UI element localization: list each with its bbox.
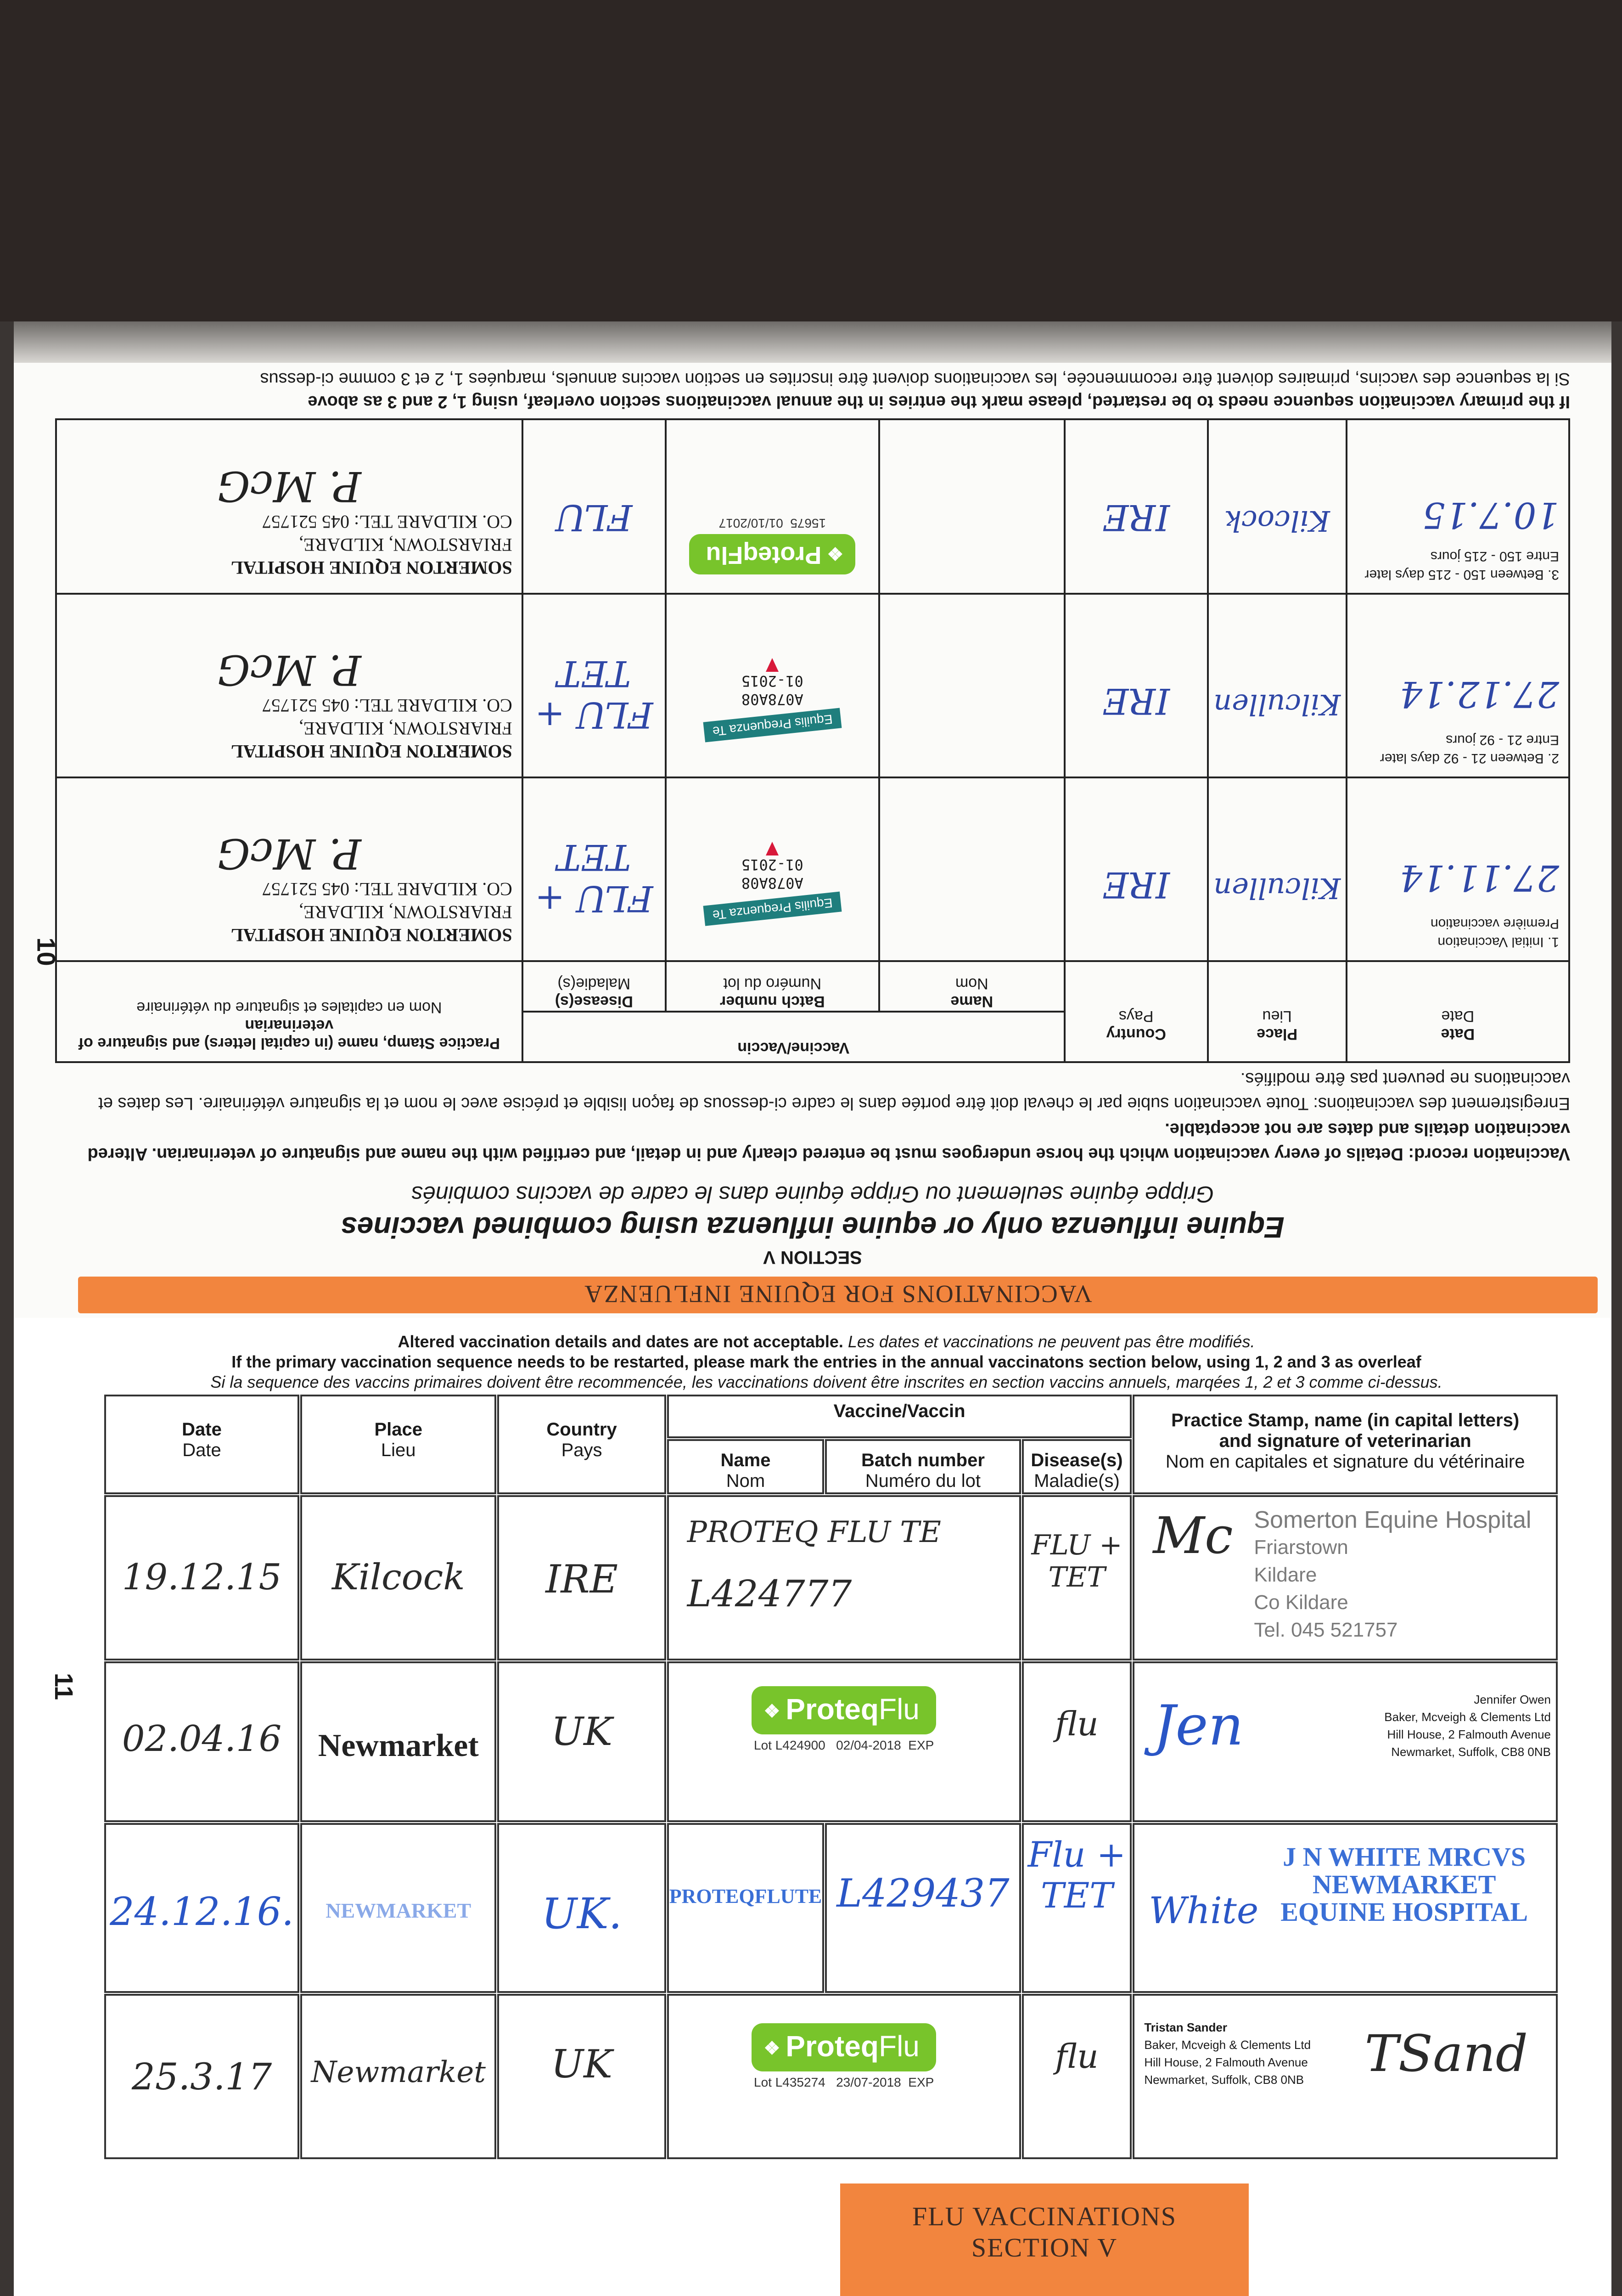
tab-line-2: SECTION V — [971, 2233, 1118, 2262]
header-disease: Disease(s) Maladie(s) — [1022, 1439, 1132, 1494]
section-title: Equine influenza only or equine influenza using combined vaccines — [341, 1211, 1285, 1244]
practice-stamp: SOMERTON EQUINE HOSPITAL FRIARSTOWN, KILDARE, CO. KILDARE TEL: 045 521757 — [230, 879, 512, 945]
batch-lot: A078A08 — [741, 691, 803, 708]
header-date: Date Date — [104, 1395, 299, 1494]
batch-exp: 01-2015 — [741, 672, 803, 690]
batch-lot-line: Lot L435274 23/07-2018 EXP — [754, 2075, 934, 2090]
disease-value: Flu + TET — [1027, 1834, 1126, 1916]
vaccine-name: PROTEQ FLU TE — [687, 1515, 941, 1549]
stage-label: 3. Between 150 - 215 days later — [1364, 567, 1559, 582]
stage-label-fr: Entre 21 - 92 jours — [1446, 732, 1559, 748]
header-place: Place Lieu — [300, 1395, 496, 1494]
header-vaccine: Vaccine/Vaccin — [667, 1395, 1132, 1438]
date-value: 27.12.14 — [1399, 673, 1559, 715]
tab-line-1: FLU VACCINATIONS — [912, 2201, 1177, 2231]
practice-stamp: J N WHITE MRCVS NEWMARKET EQUINE HOSPITAL — [1280, 1842, 1528, 1927]
place-value: Kilcock — [1224, 504, 1330, 538]
page-number-left: 10 — [32, 937, 61, 966]
restart-note-fr: Si la sequence des vaccins primaires doivent être recommencée, les vaccinations doivent être inscrites en section vaccins annuels, marqées 1, 2 et 3 comme ci-dessus. — [210, 1373, 1442, 1391]
header-date: Date Date — [1347, 961, 1569, 1062]
section-tab — [840, 2183, 1249, 2296]
vaccine-name-cell — [879, 777, 1065, 961]
background-right — [1611, 321, 1622, 2296]
section-subtitle: Grippe équine seulement ou Grippe équine dans le cadre de vaccins combinés — [411, 1182, 1214, 1207]
stamp-cell — [56, 777, 522, 961]
batch-sticker — [666, 594, 879, 777]
disease-value: FLU + TET — [535, 653, 653, 735]
practice-stamp: SOMERTON EQUINE HOSPITAL FRIARSTOWN, KILDARE, CO. KILDARE TEL: 045 521757 — [230, 512, 512, 578]
country-value: IRE — [1102, 680, 1170, 721]
header-batch: Batch number Numéro du lot — [825, 1439, 1021, 1494]
stamp-cell — [1133, 1661, 1558, 1822]
restart-note: If the primary vaccination sequence needs to be restarted, please mark the entries in the annual vaccinations section overleaf, using 1, 2 and 3 as above Si la sequence des vaccins, primaires doivent être recommencée, les vaccinations doivent être inscrites en section vaccins annuels, marquées 1, 2 et 3 comme ci-dessus — [260, 369, 1570, 411]
vaccine-cell — [667, 1495, 1021, 1660]
sticker-tag-icon — [766, 842, 779, 855]
vet-signature: P. McG — [217, 646, 361, 694]
header-vaccine: Vaccine/Vaccin — [522, 1012, 1065, 1062]
header-disease: Disease(s) Maladie(s) — [522, 961, 666, 1012]
primary-vaccination-table — [55, 418, 1570, 1063]
country-value: IRE — [545, 1557, 618, 1602]
table-row — [104, 1823, 1558, 1993]
place-value: Newmarket — [311, 2055, 486, 2089]
record-text-en: Vaccination record: Details of every vaccination which the horse undergoes must be entered clearly and in detail, and certified with the name and signature of veterinarian. Altered vaccination details and dates are not acceptable. — [87, 1120, 1570, 1164]
stamp-cell — [1133, 1994, 1558, 2159]
batch-lot-line: 15675 01/10/2017 — [718, 516, 826, 531]
leaf-icon: ❖ — [827, 543, 844, 564]
sticker-tag-icon — [766, 658, 779, 672]
table-row — [56, 777, 1569, 961]
batch-sticker — [667, 1994, 1021, 2159]
batch-number: L429437 — [836, 1871, 1010, 1916]
restart-note-en: If the primary vaccination sequence needs to be restarted, please mark the entries in the annual vaccinatons section below, using 1, 2 and 3 as overleaf — [231, 1352, 1421, 1371]
batch-exp: 01-2015 — [741, 856, 803, 873]
stage-label: 1. Initial Vaccination — [1437, 934, 1559, 950]
vet-signature: TSand — [1364, 2024, 1528, 2083]
header-country: Country Pays — [497, 1395, 666, 1494]
page-edge — [14, 321, 1611, 363]
header-name: Name Nom — [879, 961, 1065, 1012]
date-cell — [1347, 419, 1569, 594]
header-name: Name Nom — [667, 1439, 825, 1494]
date-value: 19.12.15 — [122, 1557, 282, 1598]
proteqflu-label: ❖ProteqFlu — [689, 534, 855, 574]
vaccine-name: PROTEQFLUTE — [669, 1885, 822, 1908]
disease-value: FLU + TET — [1031, 1529, 1122, 1593]
disease-value: FLU + TET — [535, 836, 653, 919]
background-left — [0, 321, 14, 2296]
proteqflu-label: ❖ ProteqFlu — [752, 1686, 936, 1734]
equilis-label: Equilis Prequenza Te — [703, 708, 842, 743]
stamp-cell — [1133, 1495, 1558, 1660]
date-value: 02.04.16 — [122, 1718, 282, 1760]
stamp-cell — [1133, 1823, 1558, 1993]
page-number-right: 11 — [50, 1672, 79, 1700]
record-text-fr: Enregistrement des vaccinations: Toute vaccination subie par le cheval doit être portée dans le cadre ci-dessous de façon lisible et précise avec le nom et la signature vétérinaire. Les dates et vaccinations ne peuvent pas être modifiés. — [98, 1069, 1570, 1113]
table-row — [104, 1994, 1558, 2159]
leaf-icon: ❖ — [763, 2038, 780, 2059]
vet-signature: Jen — [1153, 1694, 1244, 1758]
country-value: UK — [551, 1709, 612, 1754]
date-value: 24.12.16. — [110, 1889, 294, 1934]
batch-number: L424777 — [687, 1572, 852, 1615]
header-country: Country Pays — [1065, 961, 1208, 1062]
batch-lot: A078A08 — [741, 874, 803, 892]
header-stamp: Practice Stamp, name (in capital letters) and signature of veterinarian Nom en capitales et signature du vétérinaire — [56, 961, 522, 1062]
vet-signature: White — [1149, 1889, 1259, 1932]
stamp-cell — [56, 419, 522, 594]
country-value: IRE — [1102, 496, 1170, 538]
country-value: IRE — [1102, 864, 1170, 905]
practice-stamp: Tristan Sander Baker, Mcveigh & Clements Ltd Hill House, 2 Falmouth Avenue Newmarket, Suffolk, CB8 0NB — [1144, 2020, 1311, 2087]
batch-sticker — [667, 1661, 1021, 1822]
proteqflu-label: ❖ ProteqFlu — [752, 2023, 936, 2071]
date-cell — [1347, 594, 1569, 777]
stamp-cell — [56, 594, 522, 777]
page-10-upside-down — [28, 367, 1598, 1313]
section-banner: VACCINATIONS FOR EQUINE INFLUENZA — [78, 1277, 1598, 1313]
country-value: UK. — [541, 1889, 622, 1938]
header-place: Place Lieu — [1208, 961, 1347, 1062]
table-row — [56, 419, 1569, 594]
practice-stamp: Somerton Equine Hospital Friarstown Kildare Co Kildare Tel. 045 521757 — [1254, 1507, 1532, 1641]
place-value: Newmarket — [318, 1728, 479, 1763]
stage-label-fr: Première vaccination — [1430, 916, 1559, 931]
place-value: Kilcullen — [1213, 688, 1341, 721]
disease-value: FLU — [556, 496, 633, 538]
vet-signature: P. McG — [217, 462, 361, 510]
vet-signature: P. McG — [217, 829, 361, 878]
header-batch: Batch number Numéro du lot — [666, 961, 879, 1012]
table-row — [56, 594, 1569, 777]
vaccine-name-cell — [879, 594, 1065, 777]
place-value: Kilcock — [331, 1557, 465, 1598]
stage-label-fr: Entre 150 - 215 jours — [1430, 549, 1559, 564]
practice-stamp: Jennifer Owen Baker, Mcveigh & Clements Ltd Hill House, 2 Falmouth Avenue Newmarket, Suffolk, CB8 0NB — [1384, 1693, 1551, 1759]
vet-signature: Mc — [1153, 1506, 1233, 1565]
section-label: SECTION V — [763, 1247, 862, 1267]
vaccine-name-cell — [879, 419, 1065, 594]
country-value: UK — [551, 2042, 612, 2087]
altered-note: Altered vaccination details and dates are not acceptable. Les dates et vaccinations ne peuvent pas être modifiés. — [398, 1332, 1255, 1351]
batch-lot-line: Lot L424900 02/04-2018 EXP — [754, 1738, 934, 1753]
annual-notes — [92, 1332, 1561, 1392]
table-row — [104, 1495, 1558, 1660]
batch-sticker — [666, 419, 879, 594]
annual-vaccination-table — [103, 1394, 1559, 2160]
disease-value: flu — [1055, 1705, 1099, 1743]
leaf-icon: ❖ — [763, 1701, 780, 1722]
date-cell — [1347, 777, 1569, 961]
background-top — [0, 0, 1622, 321]
batch-sticker — [666, 777, 879, 961]
place-value: NEWMARKET — [326, 1899, 471, 1922]
equilis-label: Equilis Prequenza Te — [703, 892, 842, 926]
place-value: Kilcullen — [1213, 872, 1341, 905]
header-stamp: Practice Stamp, name (in capital letters) and signature of veterinarian Nom en capitales et signature du vétérinaire — [1133, 1395, 1558, 1494]
date-value: 27.11.14 — [1399, 857, 1559, 898]
table-row — [104, 1661, 1558, 1822]
disease-value: flu — [1055, 2037, 1099, 2076]
practice-stamp: SOMERTON EQUINE HOSPITAL FRIARSTOWN, KILDARE, CO. KILDARE TEL: 045 521757 — [230, 695, 512, 762]
date-value: 10.7.15 — [1422, 494, 1559, 535]
date-value: 25.3.17 — [131, 2055, 272, 2098]
stage-label: 2. Between 21 - 92 days later — [1380, 751, 1559, 766]
